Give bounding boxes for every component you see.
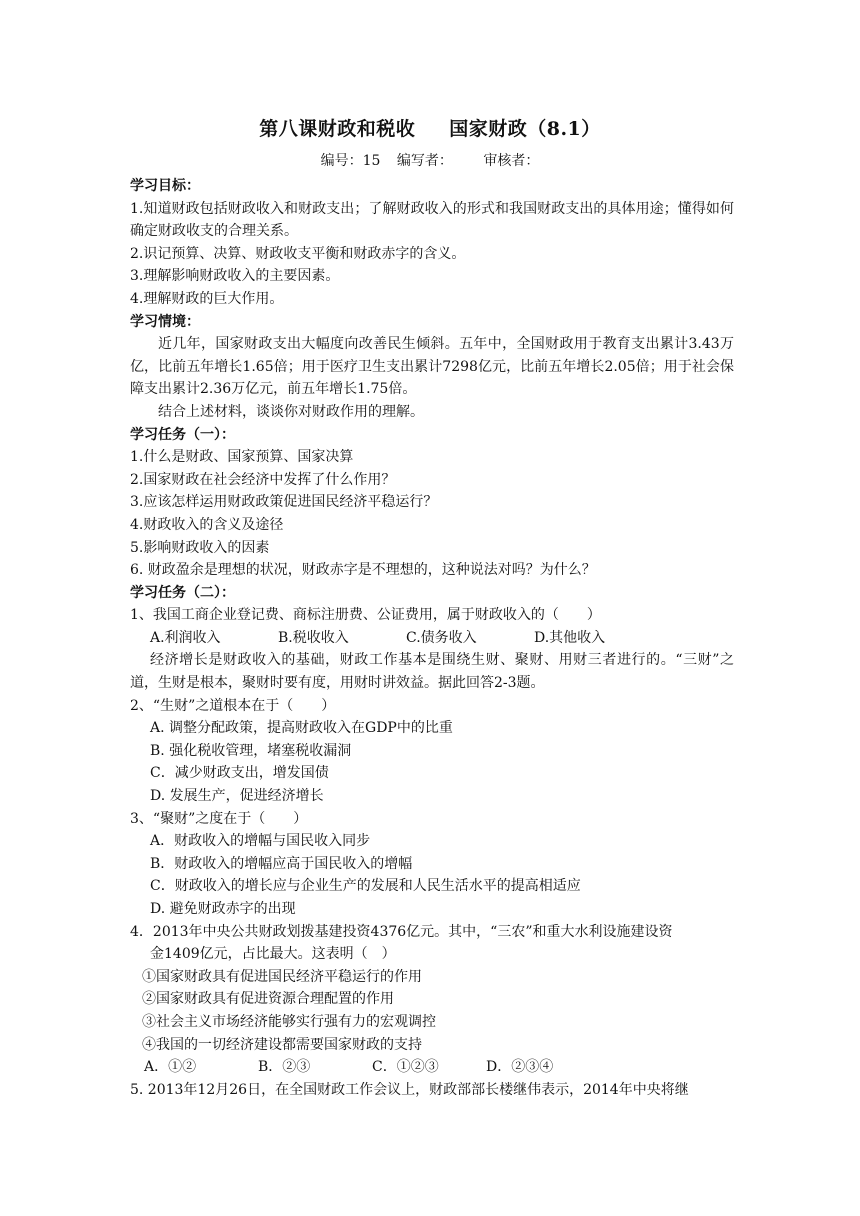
meta-line xyxy=(0,150,860,170)
option-d: D.其他收入 xyxy=(534,629,606,646)
option-c: C．财政收入的增长应与企业生产的发展和人民生活水平的提高相适应 xyxy=(150,878,581,895)
task1-item: 5.影响财政收入的因素 xyxy=(130,539,270,556)
option-a: A．①② xyxy=(144,1059,197,1076)
option-a: A．财政收入的增幅与国民收入同步 xyxy=(150,833,371,850)
option-b: B．财政收入的增幅应高于国民收入的增幅 xyxy=(150,855,413,872)
goals-heading: 学习目标： xyxy=(130,178,200,194)
option-b: B. 强化税收管理，堵塞税收漏洞 xyxy=(150,742,352,759)
goal-item: 2.识记预算、决算、财政收支平衡和财政赤字的含义。 xyxy=(130,245,466,262)
option-c: C.债务收入 xyxy=(406,629,477,646)
material-paragraph: 经济增长是财政收入的基础，财政工作基本是围绕生财、聚财、用财三者进行的。“三财”之道，生财是根本，聚财时要有度，用财时讲效益。据此回答2-3题。 xyxy=(130,652,734,692)
situation-paragraph: 近几年，国家财政支出大幅度向改善民生倾斜。五年中，全国财政用于教育支出累计3.43万亿，比前五年增长1.65倍；用于医疗卫生支出累计7298亿元，比前五年增长2.05倍；用于社会保障支出累计2.36万亿元，前五年增长1.75倍。 xyxy=(130,336,734,398)
question-1-stem: 1、我国工商企业登记费、商标注册费、公证费用，属于财政收入的（ ） xyxy=(130,607,601,624)
document-body xyxy=(130,175,734,1101)
question-3-stem: 3、“聚财”之度在于（ ） xyxy=(130,810,308,827)
situation-prompt: 结合上述材料，谈谈你对财政作用的理解。 xyxy=(158,403,424,420)
option-b: B．②③ xyxy=(258,1059,311,1076)
goal-item: 1.知道财政包括财政收入和财政支出；了解财政收入的形式和我国财政支出的具体用途；懂得如何确定财政收支的合理关系。 xyxy=(130,200,734,240)
statement-4: ④我国的一切经济建设都需要国家财政的支持 xyxy=(142,1036,422,1053)
situation-heading: 学习情境： xyxy=(130,313,200,330)
task1-item: 4.财政收入的含义及途径 xyxy=(130,516,284,533)
option-c: C．减少财政支出，增发国债 xyxy=(150,765,329,782)
option-d: D．②③④ xyxy=(486,1059,554,1076)
question-1-options xyxy=(130,627,734,650)
question-4-options xyxy=(130,1056,734,1079)
task1-item: 1.什么是财政、国家预算、国家决算 xyxy=(130,449,354,466)
task2-heading: 学习任务（二）： xyxy=(130,584,235,601)
option-d: D. 发展生产，促进经济增长 xyxy=(150,788,324,805)
title-sub: 国家财政（8.1） xyxy=(449,118,601,140)
option-a: A.利润收入 xyxy=(150,629,221,646)
goal-item: 3.理解影响财政收入的主要因素。 xyxy=(130,268,340,285)
question-5-stem: 5. 2013年12月26日，在全国财政工作会议上，财政部部长楼继伟表示，2014年中央将继 xyxy=(130,1081,689,1098)
task1-item: 6. 财政盈余是理想的状况，财政赤字是不理想的，这种说法对吗？为什么？ xyxy=(130,562,596,579)
statement-2: ②国家财政具有促进资源合理配置的作用 xyxy=(142,991,394,1008)
task1-item: 2.国家财政在社会经济中发挥了什么作用？ xyxy=(130,471,396,488)
question-4-stem-cont: 金1409亿元，占比最大。这表明（ ） xyxy=(150,946,396,963)
option-b: B.税收收入 xyxy=(278,629,349,646)
question-4-stem: 4．2013年中央公共财政划拨基建投资4376亿元。其中，“三农”和重大水利设施建设资 xyxy=(130,923,673,940)
meta-writer: 编写者： xyxy=(396,153,453,169)
meta-reviewer: 审核者： xyxy=(483,153,540,169)
option-a: A. 调整分配政策，提高财政收入在GDP中的比重 xyxy=(150,720,453,737)
goal-item: 4.理解财政的巨大作用。 xyxy=(130,290,284,307)
page-title xyxy=(0,114,860,141)
title-main: 第八课财政和税收 xyxy=(259,118,416,140)
option-c: C．①②③ xyxy=(372,1059,439,1076)
meta-number: 编号：15 xyxy=(320,153,381,169)
statement-1: ①国家财政具有促进国民经济平稳运行的作用 xyxy=(142,968,422,985)
option-d: D. 避免财政赤字的出现 xyxy=(150,901,296,917)
task1-heading: 学习任务（一）： xyxy=(130,426,235,443)
task1-item: 3.应该怎样运用财政政策促进国民经济平稳运行？ xyxy=(130,494,438,511)
question-2-stem: 2、“生财”之道根本在于（ ） xyxy=(130,697,336,714)
statement-3: ③社会主义市场经济能够实行强有力的宏观调控 xyxy=(142,1013,436,1030)
